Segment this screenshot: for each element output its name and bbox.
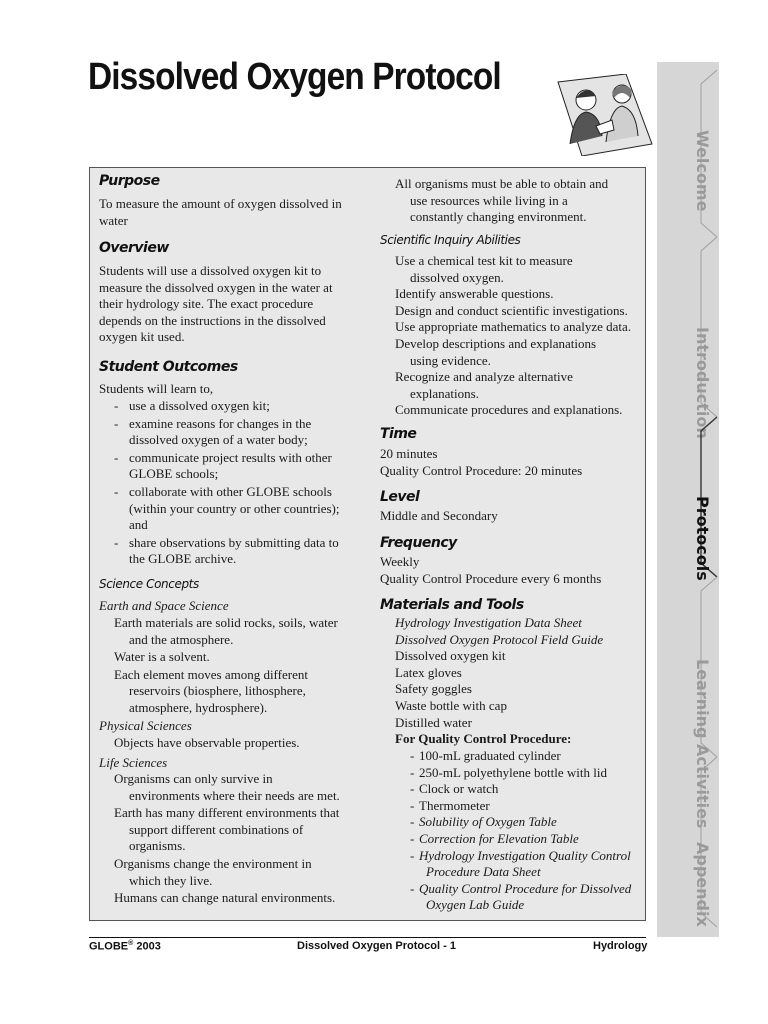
overview-text: depends on the instructions in the dissolved — [99, 312, 326, 328]
students-illustration — [556, 74, 654, 156]
qc-item: 250-mL polyethylene bottle with lid — [419, 764, 607, 780]
material-item: Dissolved oxygen kit — [395, 648, 506, 664]
purpose-text: To measure the amount of oxygen dissolved in — [99, 196, 342, 211]
tab-learning-activities[interactable]: Learning Activities — [693, 659, 712, 829]
inquiry-item: Communicate procedures and explanations. — [395, 402, 623, 418]
qc-item: Procedure Data Sheet — [426, 864, 541, 880]
concept-item: Objects have observable properties. — [114, 735, 300, 750]
bullet-dash: - — [114, 398, 119, 413]
qc-item: Correction for Elevation Table — [419, 831, 579, 846]
section-tabs — [657, 62, 719, 937]
purpose-text: water — [99, 212, 128, 228]
qc-item: Oxygen Lab Guide — [426, 897, 525, 913]
outcome-item: collaborate with other GLOBE schools — [129, 484, 332, 499]
inquiry-heading: Scientific Inquiry Abilities — [380, 233, 521, 247]
tab-appendix[interactable]: Appendix — [693, 842, 712, 927]
bullet-dash: - — [410, 748, 415, 763]
physical-science-heading: Physical Sciences — [99, 718, 192, 733]
footer-left — [89, 940, 161, 953]
bullet-dash: - — [410, 814, 415, 830]
concept-item: Earth has many different environments that — [114, 805, 340, 821]
qc-heading: For Quality Control Procedure: — [395, 731, 572, 746]
inquiry-item: using evidence. — [410, 352, 491, 368]
footer-brand: GLOBE — [89, 940, 129, 953]
concept-item: atmosphere, hydrosphere). — [129, 700, 268, 715]
level-heading: Level — [380, 489, 420, 505]
concept-item: organisms. — [129, 838, 186, 854]
time-text: Quality Control Procedure: 20 minutes — [380, 462, 583, 478]
time-text: 20 minutes — [380, 446, 438, 461]
outcome-item: examine reasons for changes in the — [129, 415, 312, 431]
footer-registered-mark: ® — [128, 940, 134, 947]
inquiry-item: explanations. — [410, 385, 479, 401]
level-text: Middle and Secondary — [380, 508, 498, 523]
concept-item: reservoirs (biosphere, lithosphere, — [129, 683, 306, 699]
bullet-dash: - — [410, 797, 415, 813]
inquiry-item: Develop descriptions and explanations — [395, 336, 597, 351]
qc-item: Solubility of Oxygen Table — [419, 814, 557, 830]
life-science-heading: Life Sciences — [99, 755, 168, 770]
bullet-dash: - — [410, 781, 415, 797]
bullet-dash: - — [114, 415, 119, 431]
inquiry-item: Use appropriate mathematics to analyze data. — [395, 319, 632, 335]
overview-text: oxygen kit used. — [99, 329, 185, 345]
inquiry-item: dissolved oxygen. — [410, 269, 504, 285]
earth-science-heading: Earth and Space Science — [99, 598, 229, 613]
overview-text: Students will use a dissolved oxygen kit to — [99, 263, 322, 278]
outcome-item: GLOBE schools; — [129, 466, 219, 482]
bullet-dash: - — [410, 847, 415, 863]
qc-item: 100-mL graduated cylinder — [419, 748, 561, 763]
concept-item: environments where their needs are met. — [129, 787, 340, 803]
material-item: Safety goggles — [395, 681, 472, 697]
inquiry-item: Recognize and analyze alternative — [395, 369, 573, 385]
footer-year: 2003 — [133, 940, 161, 953]
outcome-item: (within your country or other countries); — [129, 500, 340, 516]
concepts-heading: Science Concepts — [99, 577, 199, 591]
material-item: Waste bottle with cap — [395, 698, 507, 713]
footer-section: Hydrology — [593, 940, 648, 952]
outcome-item: the GLOBE archive. — [129, 551, 237, 567]
concept-item: Earth materials are solid rocks, soils, water — [114, 615, 338, 630]
concept-item: support different combinations of — [129, 821, 304, 837]
concept-item: constantly changing environment. — [410, 209, 587, 225]
bullet-dash: - — [114, 484, 119, 499]
concept-item: All organisms must be able to obtain and — [395, 176, 609, 191]
bullet-dash: - — [114, 449, 119, 465]
concept-item: Organisms can only survive in — [114, 771, 273, 786]
overview-heading: Overview — [99, 240, 169, 256]
tab-welcome[interactable]: Welcome — [693, 130, 712, 212]
qc-item: Clock or watch — [419, 781, 499, 797]
material-item: Dissolved Oxygen Protocol Field Guide — [395, 631, 604, 647]
concept-item: Each element moves among different — [114, 666, 308, 682]
page-title: Dissolved Oxygen Protocol — [88, 56, 501, 98]
bullet-dash: - — [114, 534, 119, 550]
purpose-heading: Purpose — [99, 173, 160, 189]
materials-heading: Materials and Tools — [380, 597, 524, 613]
bullet-dash: - — [410, 831, 415, 846]
material-item: Distilled water — [395, 714, 472, 730]
concept-item: Water is a solvent. — [114, 649, 210, 665]
qc-item: Thermometer — [419, 797, 490, 813]
outcome-item: communicate project results with other — [129, 449, 332, 465]
concept-item: and the atmosphere. — [129, 631, 234, 647]
footer-page-label: Dissolved Oxygen Protocol - 1 — [297, 940, 456, 952]
outcomes-intro: Students will learn to, — [99, 381, 214, 396]
qc-item: Quality Control Procedure for Dissolved — [419, 880, 632, 896]
time-heading: Time — [380, 426, 417, 442]
inquiry-item: Identify answerable questions. — [395, 286, 554, 302]
tab-protocols[interactable]: Protocols — [693, 496, 712, 581]
concept-item: which they live. — [129, 872, 213, 888]
inquiry-item: Design and conduct scientific investigations. — [395, 302, 628, 318]
outcome-item: dissolved oxygen of a water body; — [129, 432, 308, 448]
footer-rule — [89, 937, 646, 938]
outcome-item: use a dissolved oxygen kit; — [129, 398, 270, 413]
tab-introduction[interactable]: Introduction — [693, 327, 712, 439]
frequency-heading: Frequency — [380, 535, 457, 551]
bullet-dash: - — [410, 764, 415, 780]
outcome-item: share observations by submitting data to — [129, 534, 339, 550]
overview-text: their hydrology site. The exact procedure — [99, 296, 314, 312]
frequency-text: Quality Control Procedure every 6 months — [380, 570, 602, 586]
concept-item: use resources while living in a — [410, 192, 568, 208]
material-item: Hydrology Investigation Data Sheet — [395, 615, 582, 630]
bullet-dash: - — [410, 880, 415, 896]
concept-item: Humans can change natural environments. — [114, 890, 336, 906]
material-item: Latex gloves — [395, 664, 462, 680]
outcomes-heading: Student Outcomes — [99, 359, 238, 375]
qc-item: Hydrology Investigation Quality Control — [419, 847, 631, 863]
frequency-text: Weekly — [380, 554, 420, 569]
overview-text: measure the dissolved oxygen in the water at — [99, 279, 333, 295]
summary-box — [89, 167, 646, 921]
outcome-item: and — [129, 517, 148, 533]
inquiry-item: Use a chemical test kit to measure — [395, 253, 573, 268]
concept-item: Organisms change the environment in — [114, 856, 312, 871]
